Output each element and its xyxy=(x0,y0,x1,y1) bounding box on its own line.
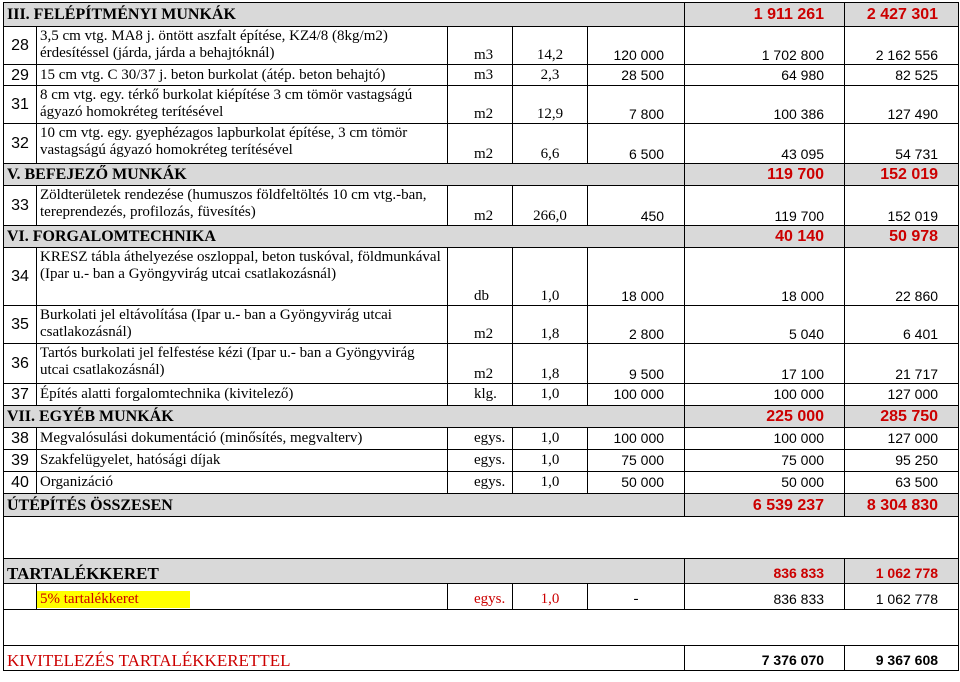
item-unit: egys. xyxy=(448,472,513,494)
item-description: Szakfelügyelet, hatósági díjak xyxy=(37,450,448,472)
item-number: 31 xyxy=(4,86,37,124)
percent-total-gross: 1 062 778 xyxy=(845,584,959,610)
table-row xyxy=(4,472,959,494)
item-quantity: 1,0 xyxy=(513,248,588,306)
percent-label-cell xyxy=(37,584,448,610)
table-row xyxy=(4,86,959,124)
item-unit-price: 6 500 xyxy=(588,124,685,164)
section-total: 1 911 261 xyxy=(685,3,845,27)
final-total: 7 376 070 xyxy=(685,646,845,671)
section-total-gross: 2 427 301 xyxy=(845,3,959,27)
item-total-gross: 54 731 xyxy=(845,124,959,164)
section-row xyxy=(4,406,959,428)
item-description: 15 cm vtg. C 30/37 j. beton burkolat (átép. beton behajtó) xyxy=(37,65,448,86)
item-unit: m2 xyxy=(448,306,513,344)
section-title: VI. FORGALOMTECHNIKA xyxy=(4,226,685,248)
utepites-label: ÚTÉPÍTÉS ÖSSZESEN xyxy=(4,494,685,517)
item-total-gross: 63 500 xyxy=(845,472,959,494)
item-quantity: 2,3 xyxy=(513,65,588,86)
item-unit-price: 75 000 xyxy=(588,450,685,472)
item-number: 29 xyxy=(4,65,37,86)
section-total-gross: 50 978 xyxy=(845,226,959,248)
item-quantity: 266,0 xyxy=(513,186,588,226)
item-total-gross: 127 000 xyxy=(845,428,959,450)
item-quantity: 1,0 xyxy=(513,472,588,494)
item-total-gross: 21 717 xyxy=(845,344,959,384)
item-quantity: 1,0 xyxy=(513,384,588,406)
section-row xyxy=(4,3,959,27)
section-total: 225 000 xyxy=(685,406,845,428)
cost-table xyxy=(3,2,959,671)
item-total-gross: 127 000 xyxy=(845,384,959,406)
item-number: 40 xyxy=(4,472,37,494)
section-total-gross: 285 750 xyxy=(845,406,959,428)
tartalek-label: TARTALÉKKERET xyxy=(4,559,685,584)
item-unit: m2 xyxy=(448,186,513,226)
item-unit-price: 18 000 xyxy=(588,248,685,306)
table-row xyxy=(4,248,959,306)
item-number: 37 xyxy=(4,384,37,406)
item-number: 39 xyxy=(4,450,37,472)
item-unit-price: 9 500 xyxy=(588,344,685,384)
spacer-cell xyxy=(4,517,959,559)
utepites-total-row xyxy=(4,494,959,517)
item-description: Tartós burkolati jel felfestése kézi (Ipar u.- ban a Gyöngyvirág utcai csatlakozásnál) xyxy=(37,344,448,384)
item-total: 64 980 xyxy=(685,65,845,86)
item-total: 1 702 800 xyxy=(685,27,845,65)
percent-quantity: 1,0 xyxy=(513,584,588,610)
section-title: VII. EGYÉB MUNKÁK xyxy=(4,406,685,428)
item-description: Építés alatti forgalomtechnika (kivitelező) xyxy=(37,384,448,406)
section-title: V. BEFEJEZŐ MUNKÁK xyxy=(4,164,685,186)
item-unit-price: 100 000 xyxy=(588,428,685,450)
table-row xyxy=(4,124,959,164)
section-total: 119 700 xyxy=(685,164,845,186)
table-row xyxy=(4,450,959,472)
spacer-row xyxy=(4,610,959,646)
item-number: 36 xyxy=(4,344,37,384)
table-row xyxy=(4,27,959,65)
item-total-gross: 82 525 xyxy=(845,65,959,86)
item-total-gross: 152 019 xyxy=(845,186,959,226)
final-total-row xyxy=(4,646,959,671)
section-row xyxy=(4,226,959,248)
table-row xyxy=(4,384,959,406)
item-total: 100 386 xyxy=(685,86,845,124)
item-quantity: 6,6 xyxy=(513,124,588,164)
spacer-row xyxy=(4,517,959,559)
table-row xyxy=(4,186,959,226)
item-quantity: 1,8 xyxy=(513,306,588,344)
item-total-gross: 2 162 556 xyxy=(845,27,959,65)
spacer-cell xyxy=(4,610,959,646)
item-unit-price: 2 800 xyxy=(588,306,685,344)
item-quantity: 14,2 xyxy=(513,27,588,65)
item-number: 38 xyxy=(4,428,37,450)
table-row xyxy=(4,306,959,344)
section-row xyxy=(4,164,959,186)
item-total: 5 040 xyxy=(685,306,845,344)
item-total-gross: 22 860 xyxy=(845,248,959,306)
item-unit: db xyxy=(448,248,513,306)
final-total-gross: 9 367 608 xyxy=(845,646,959,671)
percent-index-cell xyxy=(4,584,37,610)
item-total-gross: 127 490 xyxy=(845,86,959,124)
item-quantity: 1,0 xyxy=(513,428,588,450)
percent-total: 836 833 xyxy=(685,584,845,610)
item-unit-price: 100 000 xyxy=(588,384,685,406)
item-unit: m2 xyxy=(448,86,513,124)
table-row xyxy=(4,428,959,450)
item-total: 100 000 xyxy=(685,428,845,450)
item-unit-price: 28 500 xyxy=(588,65,685,86)
cost-estimate-sheet xyxy=(3,2,958,680)
item-description: Burkolati jel eltávolítása (Ipar u.- ban a Gyöngyvirág utcai csatlakozásnál) xyxy=(37,306,448,344)
item-total: 18 000 xyxy=(685,248,845,306)
item-total: 75 000 xyxy=(685,450,845,472)
item-total: 17 100 xyxy=(685,344,845,384)
item-unit-price: 450 xyxy=(588,186,685,226)
item-number: 34 xyxy=(4,248,37,306)
item-quantity: 1,8 xyxy=(513,344,588,384)
item-description: KRESZ tábla áthelyezése oszloppal, beton tuskóval, földmunkával (Ipar u.- ban a Gyöngyvirág utcai csatlakozásnál) xyxy=(37,248,448,306)
item-total: 119 700 xyxy=(685,186,845,226)
percent-unit: egys. xyxy=(448,584,513,610)
item-description: Megvalósulási dokumentáció (minősítés, megvalterv) xyxy=(37,428,448,450)
item-unit: m2 xyxy=(448,124,513,164)
utepites-total-gross: 8 304 830 xyxy=(845,494,959,517)
tartalek-total: 836 833 xyxy=(685,559,845,584)
final-label: KIVITELEZÉS TARTALÉKKERETTEL xyxy=(4,646,685,671)
item-number: 33 xyxy=(4,186,37,226)
item-number: 28 xyxy=(4,27,37,65)
item-total: 43 095 xyxy=(685,124,845,164)
item-total-gross: 6 401 xyxy=(845,306,959,344)
utepites-total: 6 539 237 xyxy=(685,494,845,517)
item-unit-price: 120 000 xyxy=(588,27,685,65)
item-total: 100 000 xyxy=(685,384,845,406)
item-total-gross: 95 250 xyxy=(845,450,959,472)
item-description: Organizáció xyxy=(37,472,448,494)
item-total: 50 000 xyxy=(685,472,845,494)
item-number: 32 xyxy=(4,124,37,164)
item-unit-price: 50 000 xyxy=(588,472,685,494)
item-description: 8 cm vtg. egy. térkő burkolat kiépítése 3 cm tömör vastagságú ágyazó homokréteg terítésével xyxy=(37,86,448,124)
table-row xyxy=(4,344,959,384)
tartalek-total-gross: 1 062 778 xyxy=(845,559,959,584)
percent-label: 5% tartalékkeret xyxy=(37,591,190,608)
item-unit: egys. xyxy=(448,450,513,472)
item-unit: klg. xyxy=(448,384,513,406)
table-row xyxy=(4,65,959,86)
item-description: 10 cm vtg. egy. gyephézagos lapburkolat építése, 3 cm tömör vastagságú ágyazó homokréteg terítésével xyxy=(37,124,448,164)
item-quantity: 12,9 xyxy=(513,86,588,124)
item-unit: m3 xyxy=(448,65,513,86)
item-unit: m3 xyxy=(448,27,513,65)
item-number: 35 xyxy=(4,306,37,344)
item-unit-price: 7 800 xyxy=(588,86,685,124)
item-quantity: 1,0 xyxy=(513,450,588,472)
percent-price: - xyxy=(588,584,685,610)
percent-row xyxy=(4,584,959,610)
item-description: Zöldterületek rendezése (humuszos földfeltöltés 10 cm vtg.-ban, tereprendezés, profilozás, füvesítés) xyxy=(37,186,448,226)
section-total-gross: 152 019 xyxy=(845,164,959,186)
item-unit: egys. xyxy=(448,428,513,450)
section-title: III. FELÉPÍTMÉNYI MUNKÁK xyxy=(4,3,685,27)
item-unit: m2 xyxy=(448,344,513,384)
section-total: 40 140 xyxy=(685,226,845,248)
item-description: 3,5 cm vtg. MA8 j. öntött aszfalt építése, KZ4/8 (8kg/m2) érdesítéssel (járda, járda a behajtóknál) xyxy=(37,27,448,65)
tartalek-row xyxy=(4,559,959,584)
